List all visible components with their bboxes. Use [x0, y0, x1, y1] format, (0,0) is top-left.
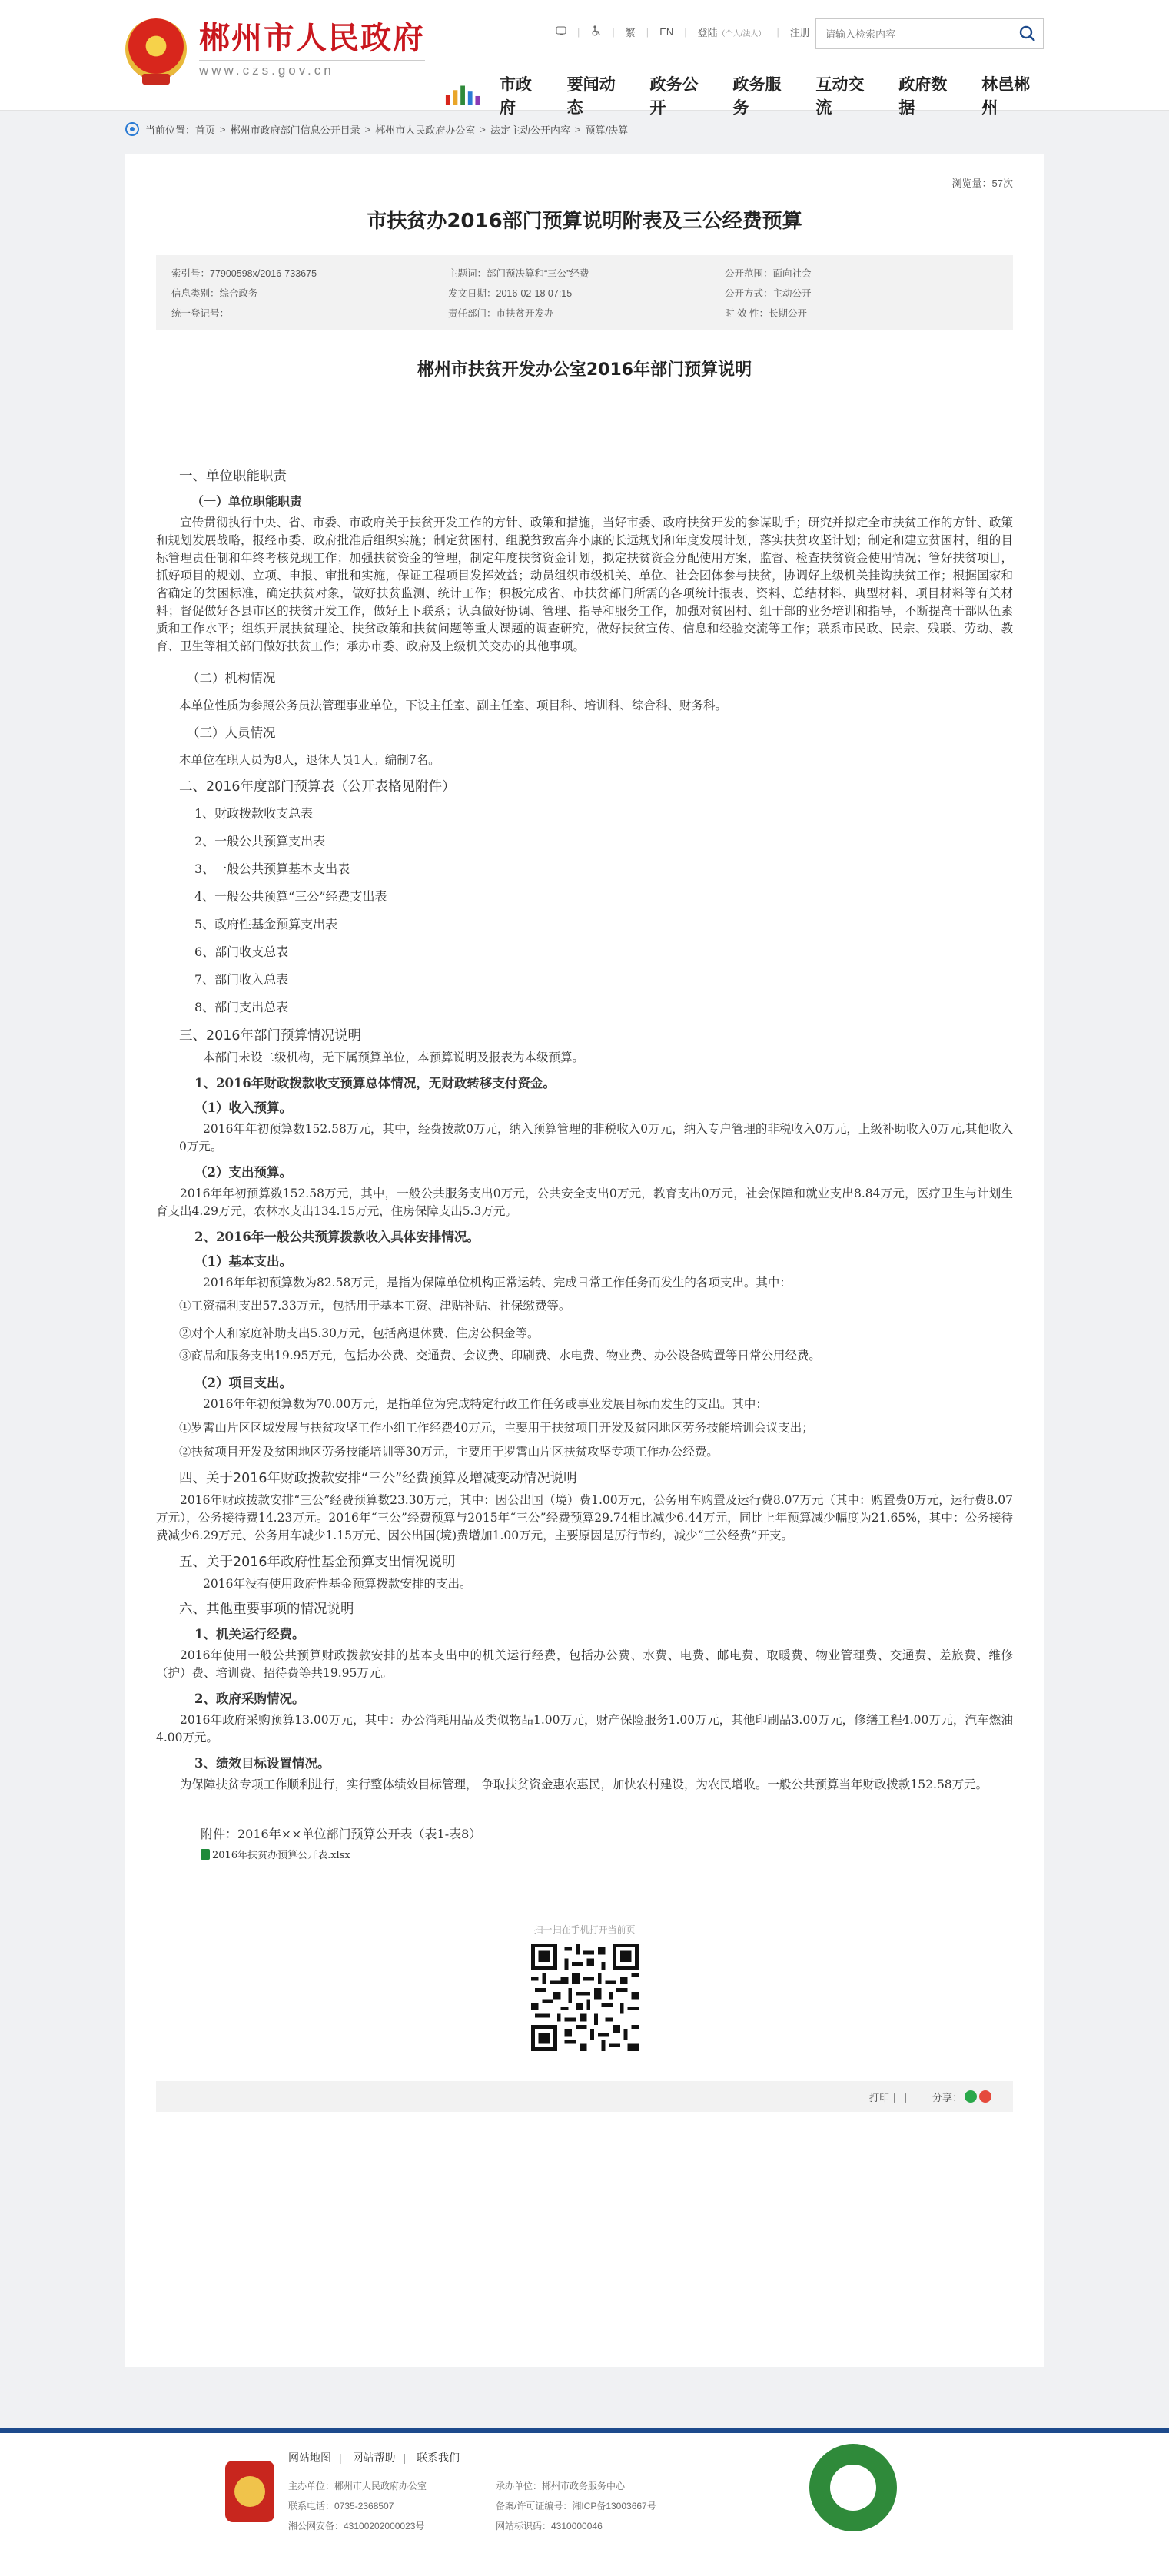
traditional-chinese-link[interactable]: 繁	[625, 27, 636, 38]
nav-interaction[interactable]: 互动交流	[815, 76, 865, 117]
meta-validity: 时 效 性：长期公开	[725, 308, 807, 319]
paragraph: 宣传贯彻执行中央、省、市委、市政府关于扶贫开发工作的方针、政策和措施，当好市委、政府扶贫开发的参谋助手；研究并拟定全市扶贫工作的方针、政策和规划发展战略，报经市委、政府批准后组织实施；制定贫困村、组脱贫致富奔小康的长远规划和年度发展计划，落实扶贫攻坚计划；制定和建立贫困村，组的目标管理责任制和年终考核兑现工作；加强扶贫资金的管理，制定年度扶贫资金计划，拟定扶贫资金分配使用方案，监督、检查扶贫资金使用情况；管好扶贫项目，抓好项目的规划、立项、申报、审批和实施，保证工程项目发挥效益；动员组织市级机关、单位、社会团体参与扶贫，协调好上级机关挂钩扶贫工作；根据国家和省确定的贫困标准，确定扶贫对象，做好扶贫监测、统计工作；积极完成省、市扶贫部门所需的各项统计报表、资料、总结材料、典型材料、项目材料等有关材料；督促做好各县市区的扶贫开发工作，做好上下联系；认真做好协调、管理、指导和服务工作，加强对贫困村、组干部的业务培训和指导，不断提高干部队伍素质和工作水平；组织开展扶贫理论、扶贫政策和扶贫问题等重大课题的调查研究，做好扶贫宣传、信息和经验交流等工作；联系市民政、民宗、残联、劳动、教育、卫生等相关部门做好扶贫工作；承办市委、政府及上级机关交办的其他事项。	[156, 516, 1013, 653]
login-note: （个人/法人）	[717, 30, 766, 38]
login-label: 登陆	[697, 27, 718, 38]
nav-gov-services[interactable]: 政务服务	[732, 76, 782, 117]
article-body	[156, 357, 1013, 1861]
subsection-heading: 2、2016年一般公共预算拨款收入具体安排情况。	[194, 1230, 480, 1244]
subsection-heading: （一）单位职能职责	[191, 494, 303, 509]
table-list-item: 4、一般公共预算“三公”经费支出表	[194, 889, 387, 904]
section-heading: 二、2016年度部门预算表（公开表格见附件）	[179, 779, 456, 795]
paragraph: ②扶贫项目开发及贫困地区劳务技能培训等30万元，主要用于罗霄山片区扶贫攻坚专项工作办公经费。	[179, 1445, 719, 1459]
qr-section	[156, 1923, 1013, 2053]
site-url: www.czs.gov.cn	[199, 60, 425, 78]
national-emblem-icon	[125, 18, 187, 80]
article-title: 市扶贫办2016部门预算说明附表及三公经费预算	[367, 210, 802, 233]
breadcrumb-directory[interactable]: 郴州市政府部门信息公开目录	[230, 124, 360, 136]
main-nav	[444, 72, 1044, 118]
location-pin-icon	[125, 122, 139, 136]
search-input[interactable]	[825, 28, 1012, 40]
table-list-item: 2、一般公共预算支出表	[194, 834, 326, 848]
nav-logo-icon	[444, 84, 486, 107]
table-list-item: 5、政府性基金预算支出表	[194, 917, 338, 931]
paragraph: 2016年政府采购预算13.00万元，其中：办公消耗用品及类似物品1.00万元，财产保险服务1.00万元，其他印刷品3.00万元，修缮工程4.00万元，汽车燃油4.00万元。	[156, 1713, 1013, 1744]
accessibility-icon[interactable]	[556, 25, 566, 38]
share-label: 分享：	[932, 2091, 962, 2103]
article-card	[125, 154, 1044, 2367]
paragraph: 2016年年初预算数为82.58万元，是指为保障单位机构正常运转、完成日常工作任务而发生的各项支出。其中：	[203, 1276, 792, 1290]
paragraph: 2016年年初预算数为70.00万元，是指单位为完成特定行政工作任务或事业发展目标而发生的支出。其中：	[203, 1397, 768, 1411]
gov-website-seal-icon[interactable]	[809, 2444, 897, 2531]
section-heading: 六、其他重要事项的情况说明	[179, 1602, 354, 1617]
weibo-share-icon[interactable]	[979, 2090, 991, 2103]
paragraph: ③商品和服务支出19.95万元，包括办公费、交通费、会议费、印刷费、水电费、物业费、办公设备购置等日常公用经费。	[179, 1349, 821, 1363]
table-list-item: 8、部门支出总表	[194, 1000, 289, 1014]
subsection-heading: 2、政府采购情况。	[194, 1691, 305, 1706]
article-meta	[156, 255, 1013, 330]
meta-index-no: 索引号：77900598x/2016-733675	[171, 268, 317, 279]
site-header	[0, 0, 1169, 117]
share-bar	[156, 2081, 1013, 2112]
paragraph: ①罗霄山片区区域发展与扶贫攻坚工作小组工作经费40万元，主要用于扶贫项目开发及贫困地区劳务技能培训会议支出；	[179, 1421, 814, 1435]
site-name: 郴州市人民政府	[199, 21, 425, 56]
footer-organizer: 承办单位：郴州市政务服务中心	[496, 2481, 626, 2491]
table-list-item: 7、部门收入总表	[194, 972, 289, 987]
nav-city-government[interactable]: 市政府	[499, 76, 532, 117]
attachment-file[interactable]	[156, 1847, 1013, 1861]
meta-subject: 主题词：部门预决算和“三公”经费	[448, 268, 589, 279]
search-icon[interactable]	[1012, 19, 1043, 48]
nav-gov-disclosure[interactable]: 政务公开	[649, 76, 699, 117]
subsection-heading: （2）支出预算。	[194, 1165, 292, 1180]
breadcrumb-budget[interactable]: 预算/决算	[585, 124, 629, 136]
section-heading: 五、关于2016年政府性基金预算支出情况说明	[179, 1555, 456, 1570]
attachment-label: 附件：2016年××单位部门预算公开表（表1-表8）	[201, 1827, 482, 1841]
footer-links: 网站地图 | 网站帮助 | 联系我们	[288, 2452, 460, 2464]
subsection-heading: 1、机关运行经费。	[194, 1627, 305, 1642]
party-gov-badge-icon[interactable]	[225, 2461, 274, 2522]
qr-tip: 扫一扫在手机打开当前页	[533, 1924, 636, 1935]
paragraph: 2016年年初预算数152.58万元，其中，经费拨款0万元，纳入预算管理的非税收入0万元，纳入专户管理的非税收入0万元，上级补助收入0万元,其他收入0万元。	[179, 1122, 1013, 1154]
footer-icp[interactable]: 备案/许可证编号：湘ICP备13003667号	[496, 2501, 656, 2511]
subsection-heading: （1）收入预算。	[194, 1100, 292, 1115]
paragraph: 本单位性质为参照公务员法管理事业单位，下设主任室、副主任室、项目科、培训科、综合科、财务科。	[179, 699, 728, 712]
paragraph: ①工资福利支出57.33万元，包括用于基本工资、津贴补贴、社保缴费等。	[179, 1299, 571, 1313]
footer-help-link[interactable]: 网站帮助	[352, 2452, 396, 2464]
meta-publish-date: 发文日期：2016-02-18 07:15	[448, 288, 573, 299]
register-link[interactable]: 注册	[789, 27, 810, 38]
breadcrumb-public-content[interactable]: 法定主动公开内容	[490, 124, 570, 136]
subsection-heading: 1、2016年财政拨款收支预算总体情况，无财政转移支付资金。	[194, 1076, 556, 1090]
footer-contact-link[interactable]: 联系我们	[417, 2452, 460, 2464]
nav-gov-data[interactable]: 政府数据	[898, 76, 948, 117]
breadcrumb-office[interactable]: 郴州市人民政府办公室	[375, 124, 476, 136]
table-list-item: 3、一般公共预算基本支出表	[194, 861, 350, 876]
search-box	[815, 18, 1044, 49]
nav-linyi-chenzhou[interactable]: 林邑郴州	[981, 76, 1031, 117]
paragraph: 本部门未设二级机构，无下属预算单位，本预算说明及报表为本级预算。	[203, 1051, 585, 1064]
section-heading: 四、关于2016年财政拨款安排“三公”经费预算及增减变动情况说明	[179, 1471, 577, 1486]
paragraph: 2016年没有使用政府性基金预算拨款安排的支出。	[203, 1577, 472, 1591]
english-link[interactable]: EN	[659, 26, 674, 38]
site-logo[interactable]	[125, 18, 425, 80]
excel-file-icon	[201, 1849, 210, 1860]
footer-sponsor: 主办单位：郴州市人民政府办公室	[288, 2481, 427, 2491]
subsection-heading: （三）人员情况	[187, 725, 276, 740]
breadcrumb: 当前位置： 首页 > 郴州市政府部门信息公开目录 > 郴州市人民政府办公室 > 法定主动公开内容 > 预算/决算	[125, 111, 1044, 148]
meta-dept: 责任部门：市扶贫开发办	[448, 308, 554, 319]
top-links: | | 繁 | EN | 登陆（个人/法人） | 注册	[556, 25, 821, 39]
wheelchair-icon[interactable]	[590, 25, 601, 38]
meta-info-type: 信息类别：综合政务	[171, 288, 258, 299]
login-link[interactable]	[698, 25, 766, 39]
subsection-heading: （二）机构情况	[187, 671, 276, 685]
footer-site-code: 网站标识码：4310000046	[496, 2521, 603, 2531]
site-footer	[0, 2428, 1169, 2576]
paragraph: 为保障扶贫专项工作顺利进行，实行整体绩效目标管理， 争取扶贫资金惠农惠民，加快农村建设，为农民增收。一般公共预算当年财政拨款152.58万元。	[180, 1778, 988, 1791]
table-list	[156, 800, 1013, 1021]
meta-unified-no: 统一登记号：	[171, 308, 230, 319]
paragraph: 2016年年初预算数152.58万元，其中，一般公共服务支出0万元，公共安全支出0万元，教育支出0万元，社会保障和就业支出8.84万元，医疗卫生与计划生育支出4.29万元，农林水支出134.15万元，住房保障支出5.3万元。	[156, 1187, 1013, 1218]
subsection-heading: （2）项目支出。	[194, 1376, 292, 1390]
paragraph: ②对个人和家庭补助支出5.30万元，包括离退休费、住房公积金等。	[179, 1326, 540, 1340]
footer-info	[288, 2479, 772, 2532]
printer-icon	[894, 2093, 906, 2103]
meta-category: 公开范围：面向社会	[725, 268, 812, 279]
table-list-item: 6、部门收支总表	[194, 944, 289, 959]
qr-code-icon	[531, 1944, 639, 2051]
breadcrumb-home[interactable]: 首页	[195, 124, 216, 136]
nav-news[interactable]: 要闻动态	[566, 76, 616, 117]
section-heading: 三、2016年部门预算情况说明	[179, 1028, 362, 1044]
subsection-heading: 3、绩效目标设置情况。	[194, 1756, 330, 1771]
attachment-file-name[interactable]: 2016年扶贫办预算公开表.xlsx	[212, 1850, 350, 1861]
print-button[interactable]	[869, 2090, 906, 2104]
table-list-item: 1、财政拨款收支总表	[194, 806, 314, 821]
subsection-heading: （1）基本支出。	[194, 1254, 292, 1269]
print-label: 打印	[868, 2091, 889, 2103]
section-heading: 一、单位职能职责	[179, 469, 287, 484]
paragraph: 2016年使用一般公共预算财政拨款安排的基本支出中的机关运行经费，包括办公费、水费、电费、邮电费、取暖费、物业管理费、交通费、差旅费、维修（护）费、培训费、招待费等共19.95万元。	[156, 1648, 1013, 1680]
paragraph: 2016年财政拨款安排“三公”经费预算数23.30万元，其中：因公出国（境）费1.00万元，公务用车购置及运行费8.07万元（其中：购置费0万元，运行费8.07万元），公务接待费14.23万元。2016年“三公”经费预算与2015年“三公”经费预算29.74相比减少6.44万元，同比上年预算减少幅度为21.65%，其中：公务接待费减少6.29万元、公务用车减少1.15万元、因公出国(境)费增加1.00万元，主要原因是厉行节约，减少“三公经费”开支。	[156, 1493, 1013, 1542]
footer-phone: 联系电话：0735-2368507	[288, 2501, 394, 2511]
view-count: 浏览量：57次	[951, 178, 1013, 189]
footer-police[interactable]: 湘公网安备：43100202000023号	[288, 2521, 425, 2531]
paragraph: 本单位在职人员为8人，退休人员1人。编制7名。	[179, 753, 440, 767]
footer-sitemap-link[interactable]: 网站地图	[288, 2452, 331, 2464]
doc-title: 郴州市扶贫开发办公室2016年部门预算说明	[417, 360, 752, 380]
wechat-share-icon[interactable]	[965, 2090, 977, 2103]
meta-open-method: 公开方式：主动公开	[725, 288, 812, 299]
breadcrumb-label: 当前位置：	[145, 124, 196, 136]
